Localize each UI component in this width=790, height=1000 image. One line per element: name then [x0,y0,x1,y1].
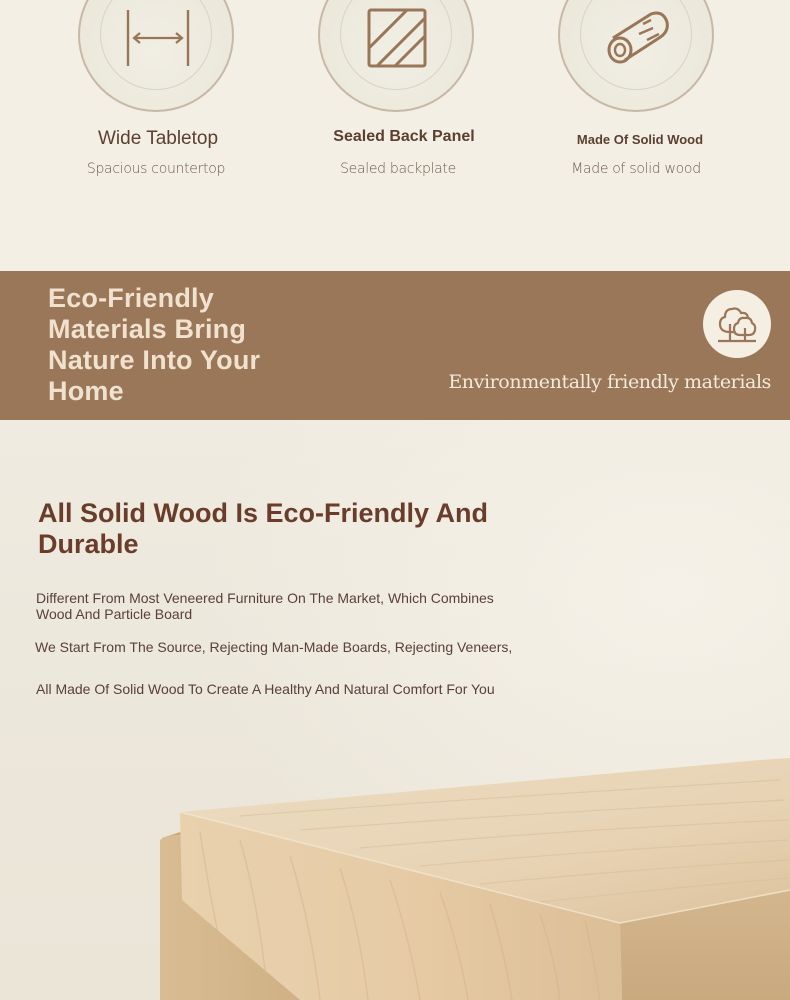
feature-subtitle: Made of solid wood [571,161,701,177]
trees-icon [716,304,758,344]
feature-wide-tabletop [38,0,278,200]
eco-badge [703,290,771,358]
feature-title: Made Of Solid Wood [576,132,704,147]
feature-solid-wood [518,0,758,200]
features-section [0,0,790,271]
feature-sealed-back-panel [278,0,518,200]
section-paragraph: Different From Most Veneered Furniture On The Market, Which Combines Wood And Particle Board [36,590,494,622]
feature-subtitle: Spacious countertop [86,161,226,177]
feature-subtitle: Sealed backplate [340,161,456,177]
section-heading: All Solid Wood Is Eco-Friendly And Durable [38,498,489,559]
feature-title: Sealed Back Panel [333,128,475,145]
wood-log-icon [603,8,673,70]
solid-wood-section [0,420,790,1000]
eco-banner [0,271,790,420]
section-paragraph: All Made Of Solid Wood To Create A Healthy And Natural Comfort For You [36,681,495,697]
section-paragraph: We Start From The Source, Rejecting Man-Made Boards, Rejecting Veneers, [35,639,513,655]
back-panel-icon [363,8,433,70]
feature-icon-badge [318,0,474,112]
banner-caption: Environmentally friendly materials [448,371,771,393]
width-arrows-icon [123,8,193,68]
feature-icon-badge [78,0,234,112]
banner-headline: Eco-Friendly Materials Bring Nature Into Your Home [48,283,261,406]
feature-title: Wide Tabletop [97,128,219,149]
feature-icon-badge [558,0,714,112]
